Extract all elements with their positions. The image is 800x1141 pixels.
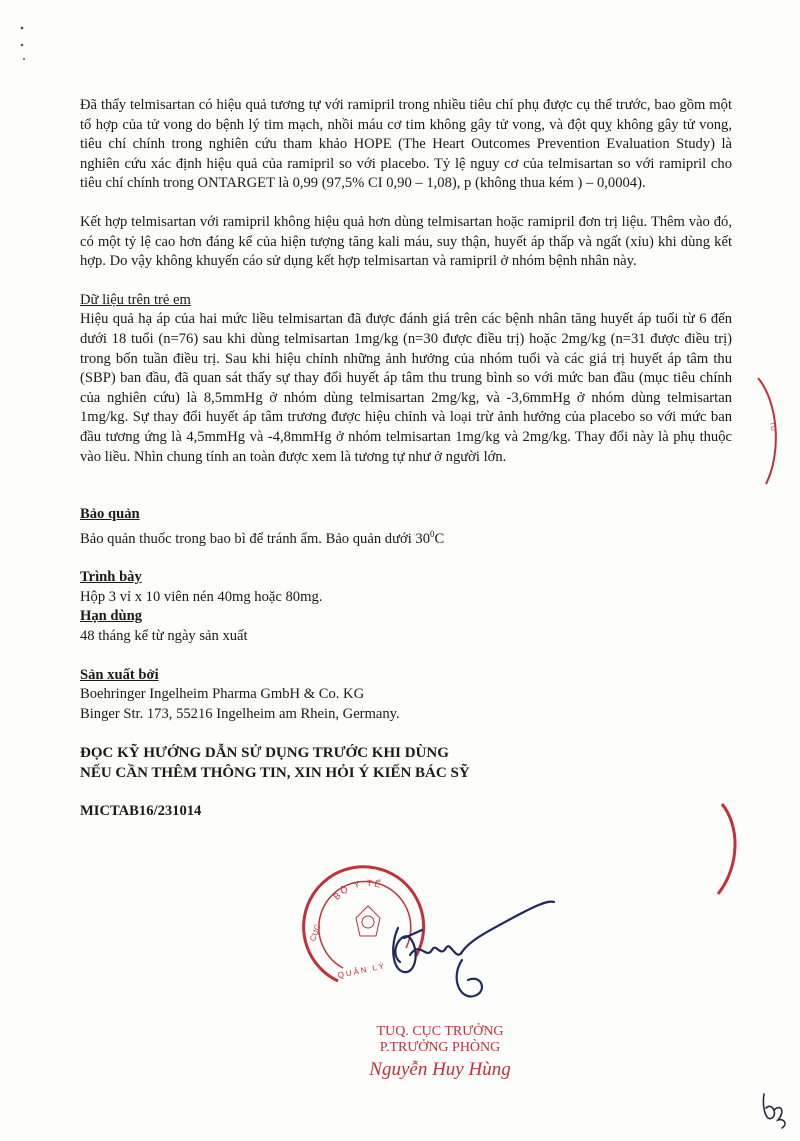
signoff-title-2: P.TRƯỞNG PHÒNG (379, 1040, 501, 1055)
scan-specks (18, 24, 48, 64)
manufacturer-name: Boehringer Ingelheim Pharma GmbH & Co. KG (80, 686, 365, 703)
svg-text:QUẢN LÝ: QUẢN LÝ (336, 961, 387, 981)
presentation-text: Hộp 3 vỉ x 10 viên nén 40mg hoặc 80mg. (80, 588, 323, 605)
initials-mark (758, 1088, 794, 1132)
stamp-fragment-bottom (710, 800, 750, 900)
storage-text: Bảo quản thuốc trong bao bì để tránh ẩm. Bảo quản dưới $30^0C$ (80, 528, 445, 547)
signoff-name: Nguyễn Huy Hùng (369, 1059, 511, 1080)
document-body (80, 96, 732, 822)
svg-text:BỘ Y TẾ: BỘ Y TẾ (331, 877, 384, 902)
manufacturer-heading: Sản xuất bởi (80, 666, 159, 683)
warning-line-1: ĐỌC KỸ HƯỚNG DẪN SỬ DỤNG TRƯỚC KHI DÙNG (80, 745, 449, 762)
efficacy-paragraph-1: Đã thấy telmisartan có hiệu quả tương tự với ramipril trong nhiều tiêu chí phụ được cụ thể trước, bao gồm một tổ hợp của tử vong do bệnh lý tim mạch, nhồi máu cơ tim không gây tử vong, và đột quỵ không gây tử vong, tiêu chí chính trong nghiên cứu tham khảo HOPE (The Heart Outcomes Prevention Evaluation Study) là nghiên cứu xác định hiệu quả của ramipril so với placebo. Tỷ lệ nguy cơ của telmisartan so với ramipril cho tiêu chí chính trong ONTARGET là 0,99 (97,5% CI 0,90 – 1,08), p (không thua kém ) – 0,0004). (80, 97, 732, 192)
shelf-life-heading: Hạn dùng (80, 608, 143, 625)
signoff-title-1: TUQ. CỤC TRƯỞNG (376, 1024, 504, 1039)
efficacy-paragraph-2: Kết hợp telmisartan với ramipril không hiệu quả hơn dùng telmisartan hoặc ramipril đơn trị liệu. Thêm vào đó, có một tỷ lệ cao hơn đáng kể của hiện tượng tăng kali máu, suy thận, huyết áp thấp và ngất (xỉu) khi dùng kết hợp. Do vậy không khuyến cáo sử dụng kết hợp telmisartan và ramipril ở nhóm bệnh nhân này. (80, 213, 732, 270)
storage-heading: Bảo quản (80, 506, 140, 523)
presentation-heading: Trình bày (80, 569, 142, 586)
document-code: MICTAB16/231014 (80, 803, 202, 820)
pediatric-text: Hiệu quả hạ áp của hai mức liều telmisartan đã được đánh giá trên các bệnh nhân tăng huyết áp tuổi từ 6 đến dưới 18 tuổi (n=76) sau khi dùng telmisartan 1mg/kg (n=30 được điều trị) hoặc 2mg/kg (n=31 được điều trị) trong bốn tuần điều trị. Sau khi hiệu chỉnh những ảnh hưởng của nhóm tuổi và các giá trị huyết áp tâm thu (SBP) ban đầu, đã quan sát thấy sự thay đổi huyết áp tâm thu trung bình so với mức ban đầu (mục tiêu chính của nghiên cứu) là 8,5mmHg ở nhóm dùng telmisartan 2mg/kg, và -3,6mmHg ở nhóm dùng telmisartan 1mg/kg. Sự thay đổi huyết áp tâm trương được hiệu chỉnh và loại trừ ảnh hưởng của placebo so với mức ban đầu tương ứng là 4,5mmHg và -4,8mmHg ở nhóm telmisartan 1mg/kg và 2mg/kg. Thay đổi này là phụ thuộc vào liều. Nhìn chung tính an toàn được xem là tương tự như ở người lớn. (80, 311, 732, 465)
svg-text:TU: TU (768, 421, 777, 432)
signoff-block (360, 1024, 520, 1082)
svg-text:CỤC: CỤC (308, 923, 323, 943)
shelf-life-text: 48 tháng kể từ ngày sản xuất (80, 627, 248, 644)
pediatric-heading: Dữ liệu trên trẻ em (80, 291, 191, 308)
warning-line-2: NẾU CẦN THÊM THÔNG TIN, XIN HỎI Ý KIẾN BÁC SỸ (80, 765, 470, 782)
manufacturer-address: Binger Str. 173, 55216 Ingelheim am Rhein, Germany. (80, 705, 400, 722)
stamp-fragment-top (752, 372, 792, 492)
handwritten-signature (370, 900, 560, 1010)
